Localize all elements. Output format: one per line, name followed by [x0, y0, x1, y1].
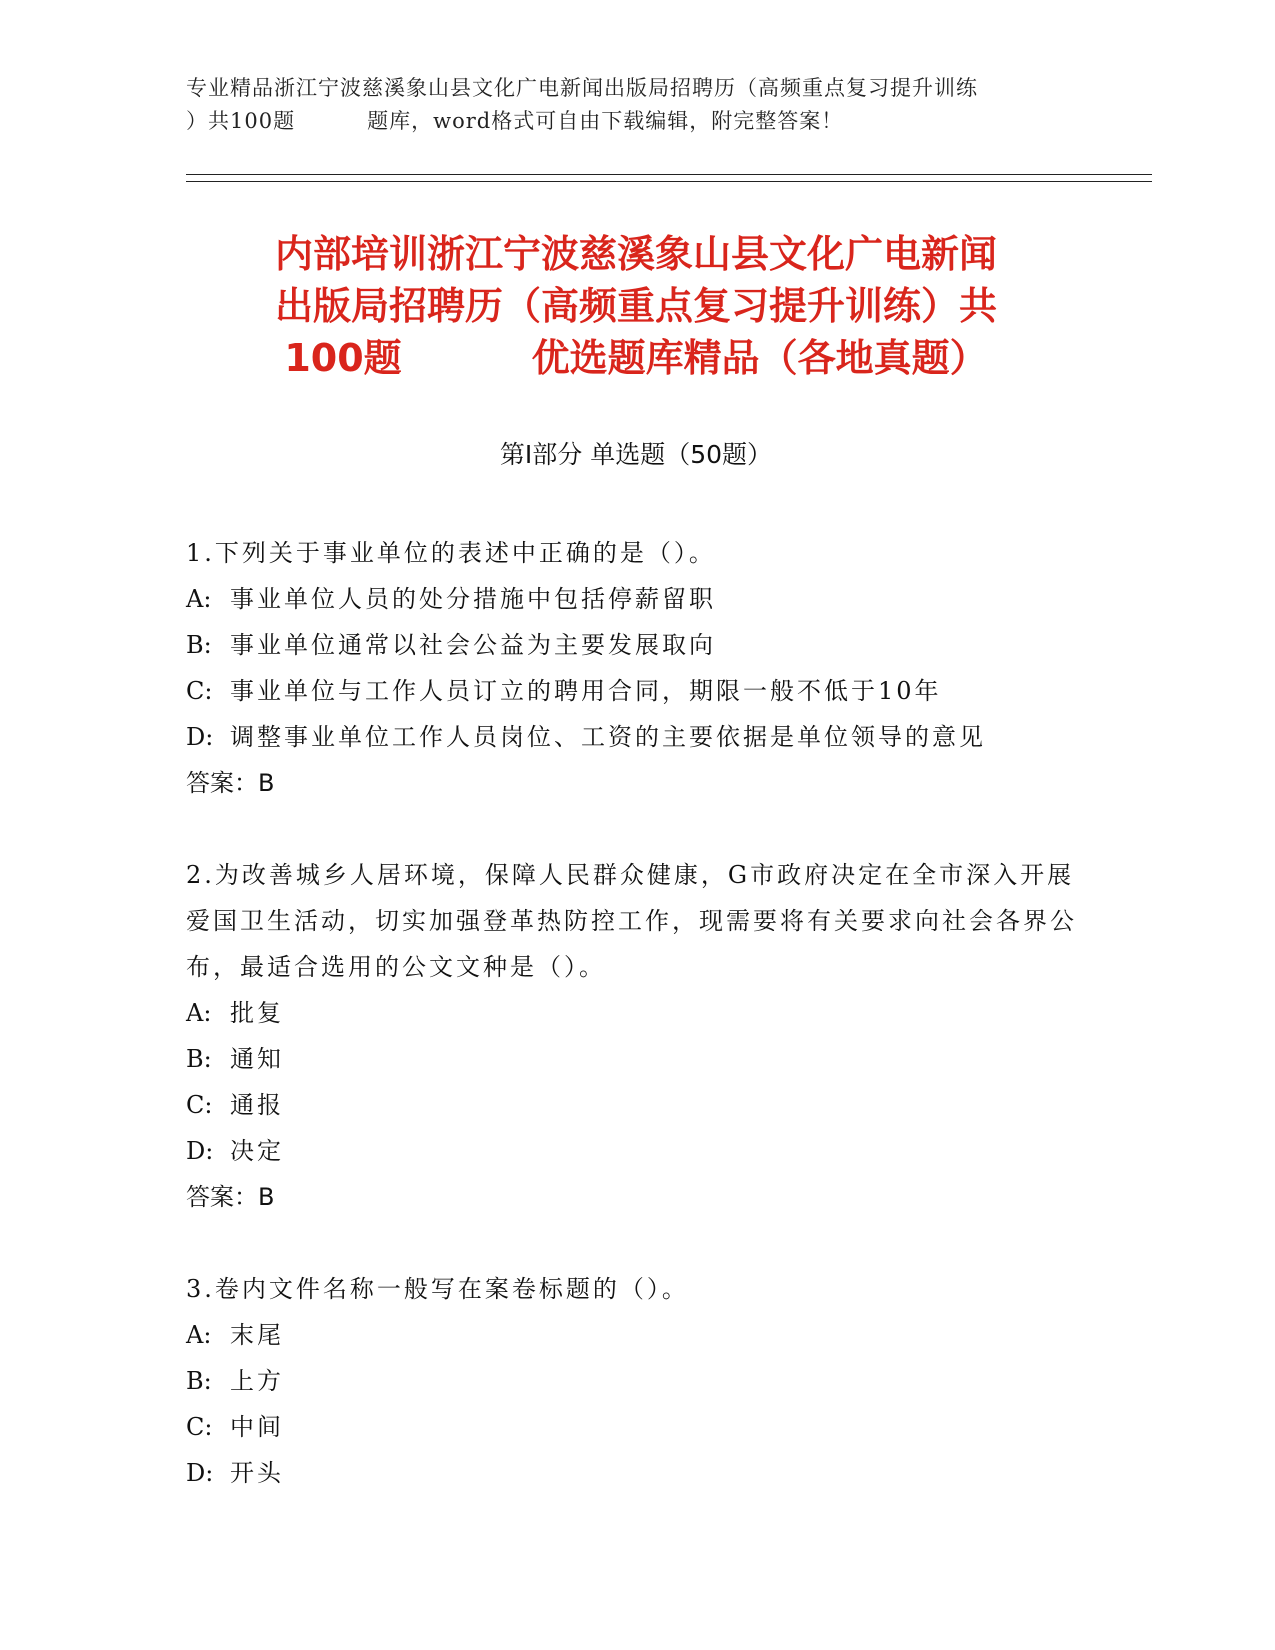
- question-3: [186, 1266, 1086, 1496]
- document-title-line-3-end: 优选题库精品（各地真题）: [531, 336, 988, 380]
- question-stem: 3.卷内文件名称一般写在案卷标题的（）。: [186, 1275, 689, 1303]
- option-text: 决定: [230, 1137, 284, 1165]
- question-list: [186, 530, 1086, 1542]
- option-letter: A:: [186, 999, 212, 1027]
- option-letter: C:: [186, 1091, 213, 1119]
- question-1: [186, 530, 1086, 806]
- document-title-line-2: 出版局招聘历（高频重点复习提升训练）共: [274, 284, 997, 328]
- option-text: 事业单位人员的处分措施中包括停薪留职: [230, 585, 716, 613]
- header-note-line-1: 专业精品浙江宁波慈溪象山县文化广电新闻出版局招聘历（高频重点复习提升训练: [186, 76, 978, 100]
- question-option-c: [186, 1404, 1086, 1450]
- option-letter: A:: [186, 1321, 212, 1349]
- option-text: 事业单位通常以社会公益为主要发展取向: [230, 631, 716, 659]
- question-option-b: [186, 622, 1086, 668]
- option-letter: A:: [186, 585, 212, 613]
- option-text: 调整事业单位工作人员岗位、工资的主要依据是单位领导的意见: [230, 723, 986, 751]
- option-letter: D:: [186, 723, 214, 751]
- option-letter: D:: [186, 1459, 214, 1487]
- option-text: 上方: [230, 1367, 284, 1395]
- option-letter: B:: [186, 1045, 212, 1073]
- question-option-b: [186, 1036, 1086, 1082]
- option-text: 通报: [230, 1091, 284, 1119]
- header-divider-top: [186, 174, 1152, 175]
- document-title-line-3-start: 100题: [284, 336, 402, 380]
- question-answer: 答案：B: [186, 1183, 275, 1211]
- question-option-d: [186, 714, 1086, 760]
- header-note-line-2: [186, 105, 1086, 138]
- option-text: 开头: [230, 1459, 284, 1487]
- question-answer: 答案：B: [186, 769, 275, 797]
- header-divider-bottom: [186, 181, 1152, 182]
- option-letter: C:: [186, 677, 213, 705]
- document-title-line-3: [186, 332, 1086, 384]
- question-option-c: [186, 668, 1086, 714]
- option-letter: D:: [186, 1137, 214, 1165]
- option-letter: B:: [186, 631, 212, 659]
- question-option-c: [186, 1082, 1086, 1128]
- option-text: 末尾: [230, 1321, 284, 1349]
- question-2: [186, 852, 1086, 1220]
- option-text: 事业单位与工作人员订立的聘用合同，期限一般不低于10年: [230, 677, 942, 705]
- document-title-line-1: 内部培训浙江宁波慈溪象山县文化广电新闻: [274, 232, 997, 276]
- option-letter: C:: [186, 1413, 213, 1441]
- question-option-a: [186, 1312, 1086, 1358]
- section-title: 第Ⅰ部分 单选题（50题）: [499, 440, 773, 469]
- document-title: [186, 228, 1086, 384]
- header-note: [186, 72, 1086, 138]
- option-text: 中间: [230, 1413, 284, 1441]
- header-note-line-2-start: ）共100题: [186, 109, 296, 133]
- question-option-b: [186, 1358, 1086, 1404]
- question-option-d: [186, 1450, 1086, 1496]
- question-option-d: [186, 1128, 1086, 1174]
- question-option-a: [186, 576, 1086, 622]
- question-stem: 2.为改善城乡人居环境，保障人民群众健康，G市政府决定在全市深入开展爱国卫生活动，切实加强登革热防控工作，现需要将有关要求向社会各界公布，最适合选用的公文文种是（）。: [186, 861, 1077, 981]
- option-text: 通知: [230, 1045, 284, 1073]
- question-stem: 1.下列关于事业单位的表述中正确的是（）。: [186, 539, 716, 567]
- header-note-line-2-end: 题库，word格式可自由下载编辑，附完整答案！: [367, 109, 844, 133]
- option-letter: B:: [186, 1367, 212, 1395]
- question-option-a: [186, 990, 1086, 1036]
- option-text: 批复: [230, 999, 284, 1027]
